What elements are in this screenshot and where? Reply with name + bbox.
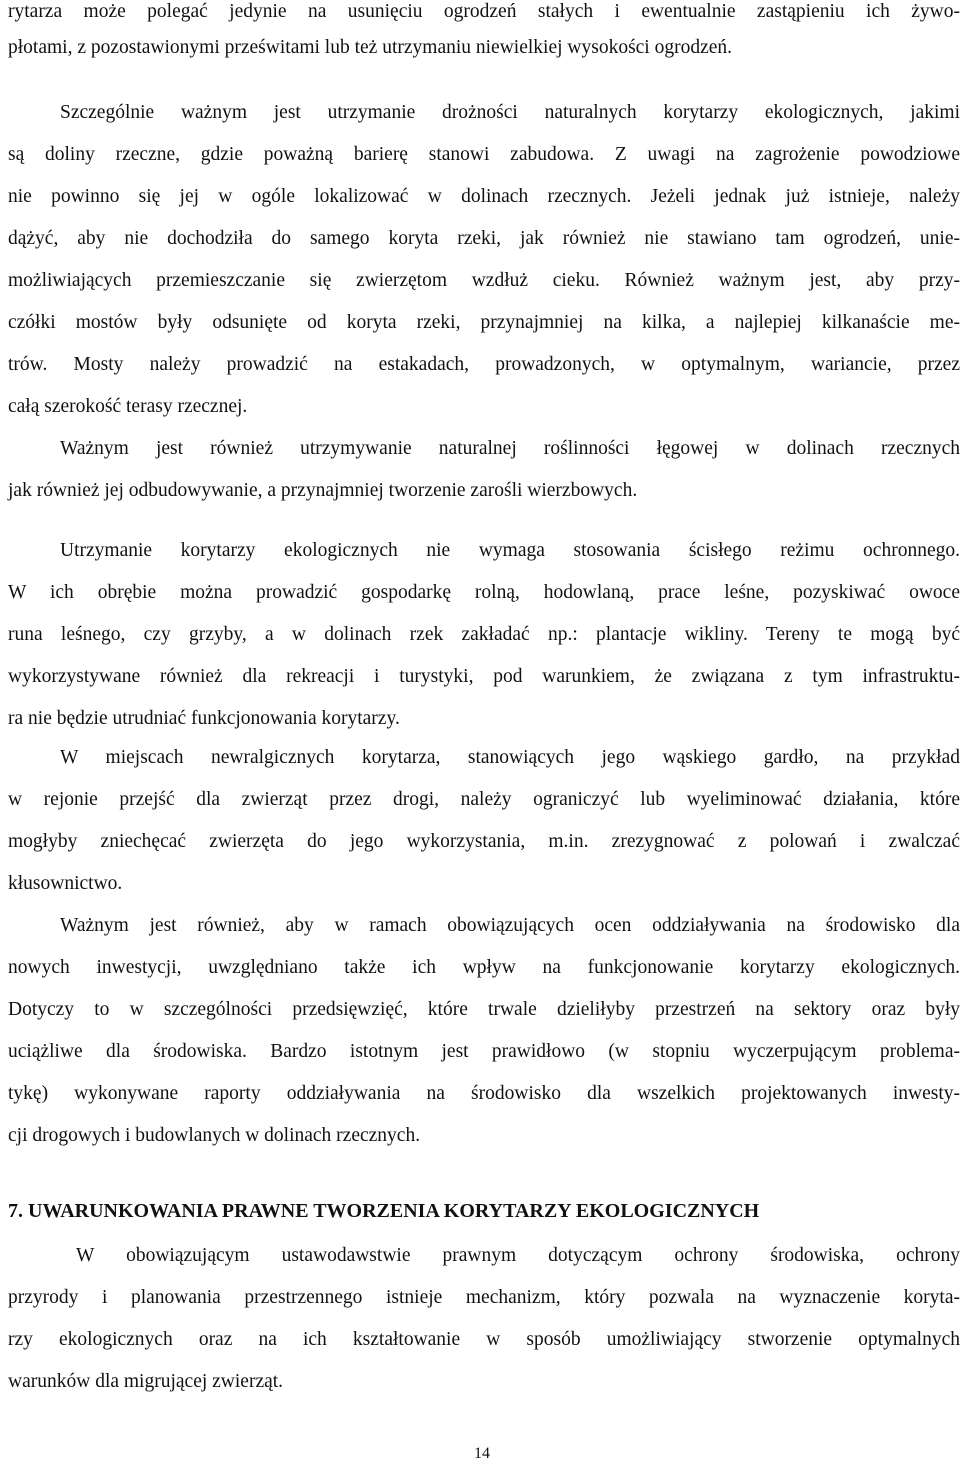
text-line: czółki mostów były odsunięte od koryta rzeki, przynajmniej na kilka, a najlepiej kilkanaście me-	[8, 312, 960, 333]
document-page	[8, 0, 960, 1465]
text-line: uciążliwe dla środowiska. Bardzo istotnym jest prawidłowo (w stopniu wyczerpującym problema-	[8, 1041, 960, 1062]
text-line: tykę) wykonywane raporty oddziaływania na środowisko dla wszelkich projektowanych inwesty-	[8, 1083, 960, 1104]
text-line: warunków dla migrującej zwierząt.	[8, 1371, 284, 1392]
text-line: W ich obrębie można prowadzić gospodarkę rolną, hodowlaną, prace leśne, pozyskiwać owoce	[8, 582, 960, 603]
text-line: rytarza może polegać jedynie na usunięciu ogrodzeń stałych i ewentualnie zastąpieniu ich żywo-	[8, 1, 960, 22]
text-line: Ważnym jest również, aby w ramach obowiązujących ocen oddziaływania na środowisko dla	[60, 915, 960, 936]
text-line: Ważnym jest również utrzymywanie naturalnej roślinności łęgowej w dolinach rzecznych	[60, 438, 960, 459]
text-line: możliwiających przemieszczanie się zwierzętom wzdłuż cieku. Również ważnym jest, aby przy-	[8, 270, 960, 291]
text-line: w rejonie przejść dla zwierząt przez drogi, należy ograniczyć lub wyeliminować działania, które	[8, 789, 960, 810]
text-line: płotami, z pozostawionymi prześwitami lub też utrzymaniu niewielkiej wysokości ogrodzeń.	[8, 37, 733, 58]
text-line: jak również jej odbudowywanie, a przynajmniej tworzenie zarośli wierzbowych.	[8, 480, 638, 501]
text-line: nowych inwestycji, uwzględniano także ich wpływ na funkcjonowanie korytarzy ekologicznych.	[8, 957, 960, 978]
text-line: nie powinno się jej w ogóle lokalizować w dolinach rzecznych. Jeżeli jednak już istnieje, należy	[8, 186, 960, 207]
text-line: przyrody i planowania przestrzennego istnieje mechanizm, który pozwala na wyznaczenie koryta-	[8, 1287, 960, 1308]
text-line: cji drogowych i budowlanych w dolinach rzecznych.	[8, 1125, 421, 1146]
text-line: rzy ekologicznych oraz na ich kształtowanie w sposób umożliwiający stworzenie optymalnych	[8, 1329, 960, 1350]
text-line: wykorzystywane również dla rekreacji i turystyki, pod warunkiem, że związana z tym infrastruktu-	[8, 666, 960, 687]
text-line: ra nie będzie utrudniać funkcjonowania korytarzy.	[8, 708, 400, 729]
text-line: runa leśnego, czy grzyby, a w dolinach rzek zakładać np.: plantacje wikliny. Tereny te mogą być	[8, 624, 960, 645]
text-line: trów. Mosty należy prowadzić na estakadach, prowadzonych, w optymalnym, wariancie, przez	[8, 354, 960, 375]
text-line: W miejscach newralgicznych korytarza, stanowiących jego wąskiego gardło, na przykład	[60, 747, 960, 768]
text-line: są doliny rzeczne, gdzie poważną barierę stanowi zabudowa. Z uwagi na zagrożenie powodziowe	[8, 144, 960, 165]
text-line: kłusownictwo.	[8, 873, 123, 894]
text-line: Szczególnie ważnym jest utrzymanie drożności naturalnych korytarzy ekologicznych, jakimi	[60, 102, 960, 123]
text-line: mogłyby zniechęcać zwierzęta do jego wykorzystania, m.in. zrezygnować z polowań i zwalczać	[8, 831, 960, 852]
text-line: Utrzymanie korytarzy ekologicznych nie wymaga stosowania ścisłego reżimu ochronnego.	[60, 540, 960, 561]
text-line: całą szerokość terasy rzecznej.	[8, 396, 248, 417]
text-line: dążyć, aby nie dochodziła do samego koryta rzeki, jak również nie stawiano tam ogrodzeń, unie-	[8, 228, 960, 249]
section-heading: 7. UWARUNKOWANIA PRAWNE TWORZENIA KORYTARZY EKOLOGICZNYCH	[8, 1200, 760, 1222]
text-line: Dotyczy to w szczególności przedsięwzięć, które trwale dzieliłyby przestrzeń na sektory oraz były	[8, 999, 960, 1020]
page-number: 14	[474, 1445, 490, 1462]
text-line: W obowiązującym ustawodawstwie prawnym dotyczącym ochrony środowiska, ochrony	[76, 1245, 960, 1266]
